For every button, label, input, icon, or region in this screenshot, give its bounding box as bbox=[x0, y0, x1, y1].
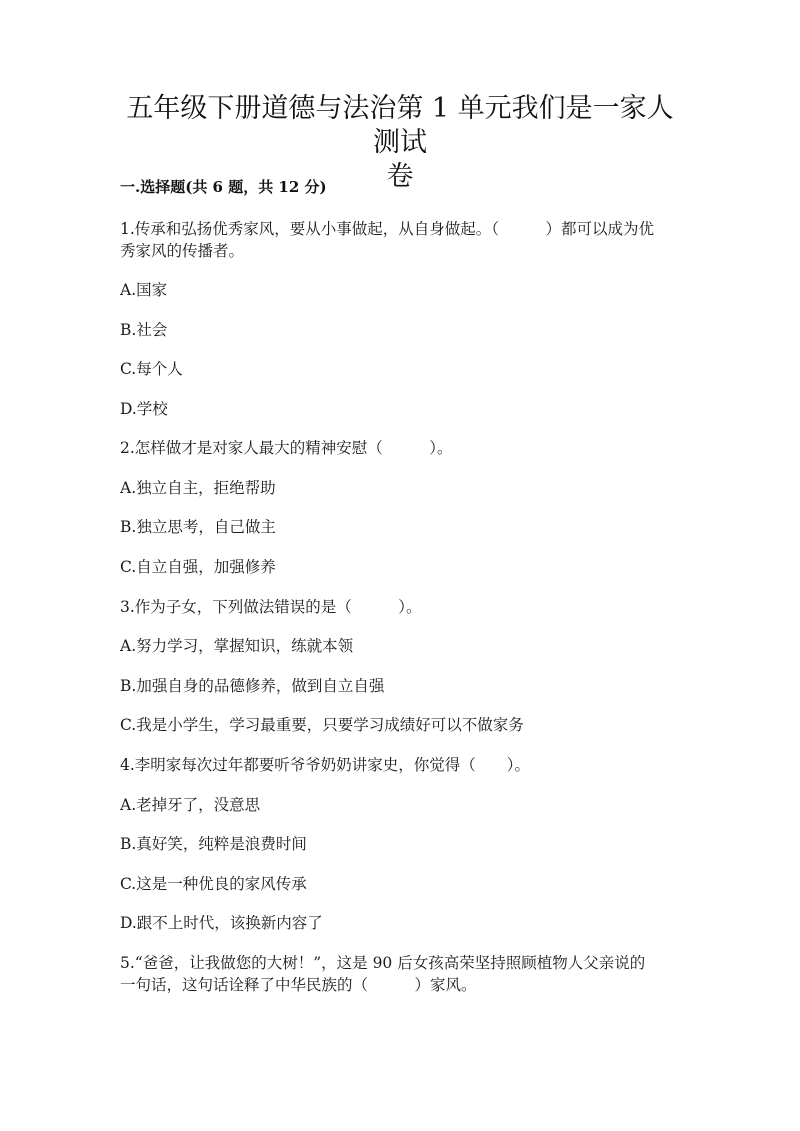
question-2-option-a: A.独立自主，拒绝帮助 bbox=[120, 479, 276, 497]
question-4-stem: 4.李明家每次过年都要听爷爷奶奶讲家史，你觉得（ ）。 bbox=[120, 756, 531, 774]
question-1-option-c: C.每个人 bbox=[120, 360, 183, 378]
question-1-option-a: A.国家 bbox=[120, 281, 168, 299]
question-5-stem-line-2: 一句话，这句话诠释了中华民族的（ ）家风。 bbox=[120, 976, 477, 994]
question-2-option-c: C.自立自强，加强修养 bbox=[120, 558, 276, 576]
question-1-stem-line-2: 秀家风的传播者。 bbox=[120, 242, 245, 260]
section-heading: 一.选择题(共 6 题，共 12 分) bbox=[120, 178, 327, 196]
question-2-stem: 2.怎样做才是对家人最大的精神安慰（ ）。 bbox=[120, 439, 453, 457]
question-4-option-d: D.跟不上时代，该换新内容了 bbox=[120, 914, 323, 932]
question-5-stem-line-1: 5.“爸爸，让我做您的大树！”，这是 90 后女孩高荣坚持照顾植物人父亲说的 bbox=[120, 954, 646, 972]
question-3-option-b: B.加强自身的品德修养，做到自立自强 bbox=[120, 677, 385, 695]
question-1-option-b: B.社会 bbox=[120, 321, 168, 339]
exam-title-line-2: 卷 bbox=[386, 161, 414, 192]
question-1-option-d: D.学校 bbox=[120, 400, 168, 418]
question-3-stem: 3.作为子女，下列做法错误的是（ ）。 bbox=[120, 598, 422, 616]
question-3-option-c: C.我是小学生，学习最重要，只要学习成绩好可以不做家务 bbox=[120, 716, 524, 734]
question-4-option-a: A.老掉牙了，没意思 bbox=[120, 796, 261, 814]
question-1-stem-line-1: 1.传承和弘扬优秀家风，要从小事做起，从自身做起。（ ）都可以成为优 bbox=[120, 220, 655, 238]
question-4-option-c: C.这是一种优良的家风传承 bbox=[120, 875, 307, 893]
question-4-option-b: B.真好笑，纯粹是浪费时间 bbox=[120, 835, 307, 853]
question-2-option-b: B.独立思考，自己做主 bbox=[120, 518, 276, 536]
exam-title-line-1: 五年级下册道德与法治第 1 单元我们是一家人测试 bbox=[126, 93, 674, 158]
question-3-option-a: A.努力学习，掌握知识，练就本领 bbox=[120, 637, 354, 655]
